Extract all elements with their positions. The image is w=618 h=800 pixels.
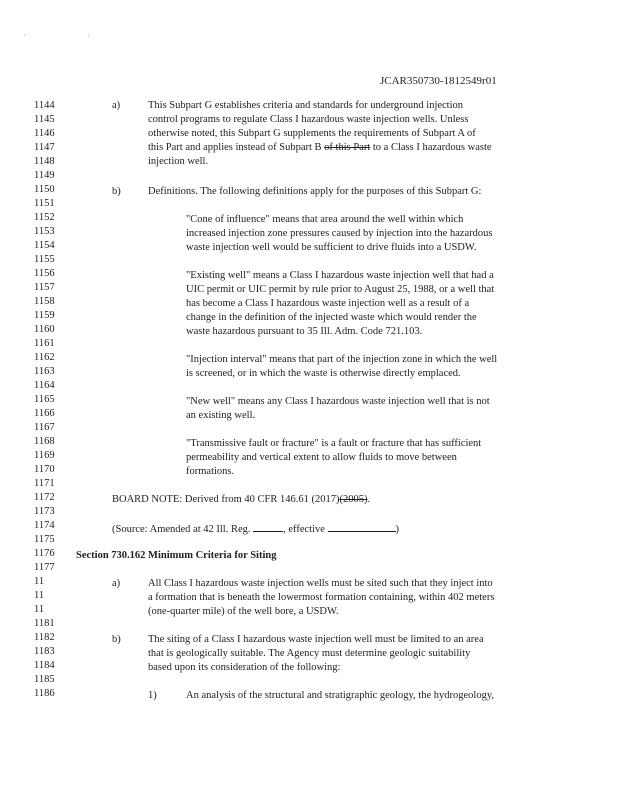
para-a-label: a) xyxy=(112,100,121,111)
line-number: 1165 xyxy=(34,394,55,405)
line-number: 11 xyxy=(34,590,45,601)
line-number: 1148 xyxy=(34,156,55,167)
line-number: 1182 xyxy=(34,632,55,643)
line-number: 1162 xyxy=(34,352,55,363)
line-number: 1144 xyxy=(34,100,55,111)
source-text: ) xyxy=(395,524,400,535)
def-fault-line: formations. xyxy=(186,466,235,477)
line-number: 1161 xyxy=(34,338,55,349)
line-number: 1164 xyxy=(34,380,55,391)
line-number: 1157 xyxy=(34,282,55,293)
line-number: 1159 xyxy=(34,310,55,321)
line-number: 1150 xyxy=(34,184,55,195)
board-note-text: BOARD NOTE: Derived from 40 CFR 146.61 (2017) xyxy=(112,494,340,505)
section-b-line: The siting of a Class I hazardous waste injection well must be limited to an area xyxy=(148,634,484,645)
def-cone-line: "Cone of influence" means that area around the well within which xyxy=(186,214,464,225)
line-number: 1151 xyxy=(34,198,55,209)
def-existing-line: waste hazardous pursuant to 35 Ill. Adm. Code 721.103. xyxy=(186,326,423,337)
source-note xyxy=(112,522,399,536)
line-number: 1163 xyxy=(34,366,55,377)
def-cone-line: waste injection well would be sufficient to drive fluids into a USDW. xyxy=(186,242,477,253)
def-existing-line: change in the definition of the injected waste which would render the xyxy=(186,312,477,323)
line-number: 1184 xyxy=(34,660,55,671)
line-number: 1145 xyxy=(34,114,55,125)
board-note-period: . xyxy=(367,494,371,505)
para-a-line: otherwise noted, this Subpart G supplements the requirements of Subpart A of xyxy=(148,128,476,139)
section-heading: Section 730.162 Minimum Criteria for Siting xyxy=(76,550,277,561)
struck-text: of this Part xyxy=(324,142,371,153)
blank-line xyxy=(253,522,283,532)
document-id: JCAR350730-1812549r01 xyxy=(380,75,497,87)
line-number: 1158 xyxy=(34,296,55,307)
blank-line xyxy=(328,522,396,532)
para-a-line: control programs to regulate Class I hazardous waste injection wells. Unless xyxy=(148,114,469,125)
para-a-text: to a Class I hazardous waste xyxy=(372,142,492,153)
line-number: 1181 xyxy=(34,618,55,629)
struck-text: (2005) xyxy=(339,494,368,505)
para-a-line xyxy=(148,142,492,154)
board-note xyxy=(112,494,370,506)
line-number: 1166 xyxy=(34,408,55,419)
line-number: 1147 xyxy=(34,142,55,153)
section-b-line: based upon its consideration of the following: xyxy=(148,662,341,673)
section-a-line: a formation that is beneath the lowermost formation containing, within 402 meters xyxy=(148,592,495,603)
def-new-line: "New well" means any Class I hazardous waste injection well that is not xyxy=(186,396,490,407)
source-text: (Source: Amended at 42 Ill. Reg. xyxy=(112,524,251,535)
line-number: 1186 xyxy=(34,688,55,699)
para-a-line: This Subpart G establishes criteria and standards for underground injection xyxy=(148,100,464,111)
def-existing-line: "Existing well" means a Class I hazardous waste injection well that had a xyxy=(186,270,494,281)
line-number: 1169 xyxy=(34,450,55,461)
section-b-label: b) xyxy=(112,634,121,645)
line-number: 1156 xyxy=(34,268,55,279)
line-number: 1176 xyxy=(34,548,55,559)
line-number: 11 xyxy=(34,576,45,587)
section-a-label: a) xyxy=(112,578,121,589)
line-number: 1167 xyxy=(34,422,55,433)
def-existing-line: has become a Class I hazardous waste injection well as a result of a xyxy=(186,298,470,309)
line-number: 1183 xyxy=(34,646,55,657)
para-b-text: Definitions. The following definitions apply for the purposes of this Subpart G: xyxy=(148,186,482,197)
def-interval-line: is screened, or in which the waste is otherwise directly emplaced. xyxy=(186,368,461,379)
line-number: 1155 xyxy=(34,254,55,265)
section-b-line: that is geologically suitable. The Agency must determine geologic suitability xyxy=(148,648,471,659)
section-b1-text: An analysis of the structural and stratigraphic geology, the hydrogeology, xyxy=(186,690,495,701)
para-a-line: injection well. xyxy=(148,156,209,167)
def-fault-line: "Transmissive fault or fracture" is a fault or fracture that has sufficient xyxy=(186,438,482,449)
def-cone-line: increased injection zone pressures caused by injection into the hazardous xyxy=(186,228,493,239)
def-new-line: an existing well. xyxy=(186,410,256,421)
line-number: 1171 xyxy=(34,478,55,489)
line-number: 1175 xyxy=(34,534,55,545)
line-number: 1185 xyxy=(34,674,55,685)
source-text: , effective xyxy=(283,524,325,535)
def-interval-line: "Injection interval" means that part of the injection zone in which the well xyxy=(186,354,498,365)
def-existing-line: UIC permit or UIC permit by rule prior to August 25, 1988, or a well that xyxy=(186,284,495,295)
margin-dots: ' ' xyxy=(24,33,119,42)
para-b-label: b) xyxy=(112,186,121,197)
line-number: 1160 xyxy=(34,324,55,335)
line-number: 1170 xyxy=(34,464,55,475)
line-number: 1153 xyxy=(34,226,55,237)
line-number: 1154 xyxy=(34,240,55,251)
line-number: 1149 xyxy=(34,170,55,181)
line-number: 1173 xyxy=(34,506,55,517)
section-a-line: (one-quarter mile) of the well bore, a USDW. xyxy=(148,606,339,617)
section-a-line: All Class I hazardous waste injection wells must be sited such that they inject into xyxy=(148,578,493,589)
def-fault-line: permeability and vertical extent to allow fluids to move between xyxy=(186,452,457,463)
section-b1-label: 1) xyxy=(148,690,157,701)
para-a-text: this Part and applies instead of Subpart B xyxy=(148,142,322,153)
line-number: 1168 xyxy=(34,436,55,447)
line-number: 1177 xyxy=(34,562,55,573)
line-number: 1174 xyxy=(34,520,55,531)
line-number: 1152 xyxy=(34,212,55,223)
line-number: 11 xyxy=(34,604,45,615)
line-number: 1172 xyxy=(34,492,55,503)
line-number: 1146 xyxy=(34,128,55,139)
